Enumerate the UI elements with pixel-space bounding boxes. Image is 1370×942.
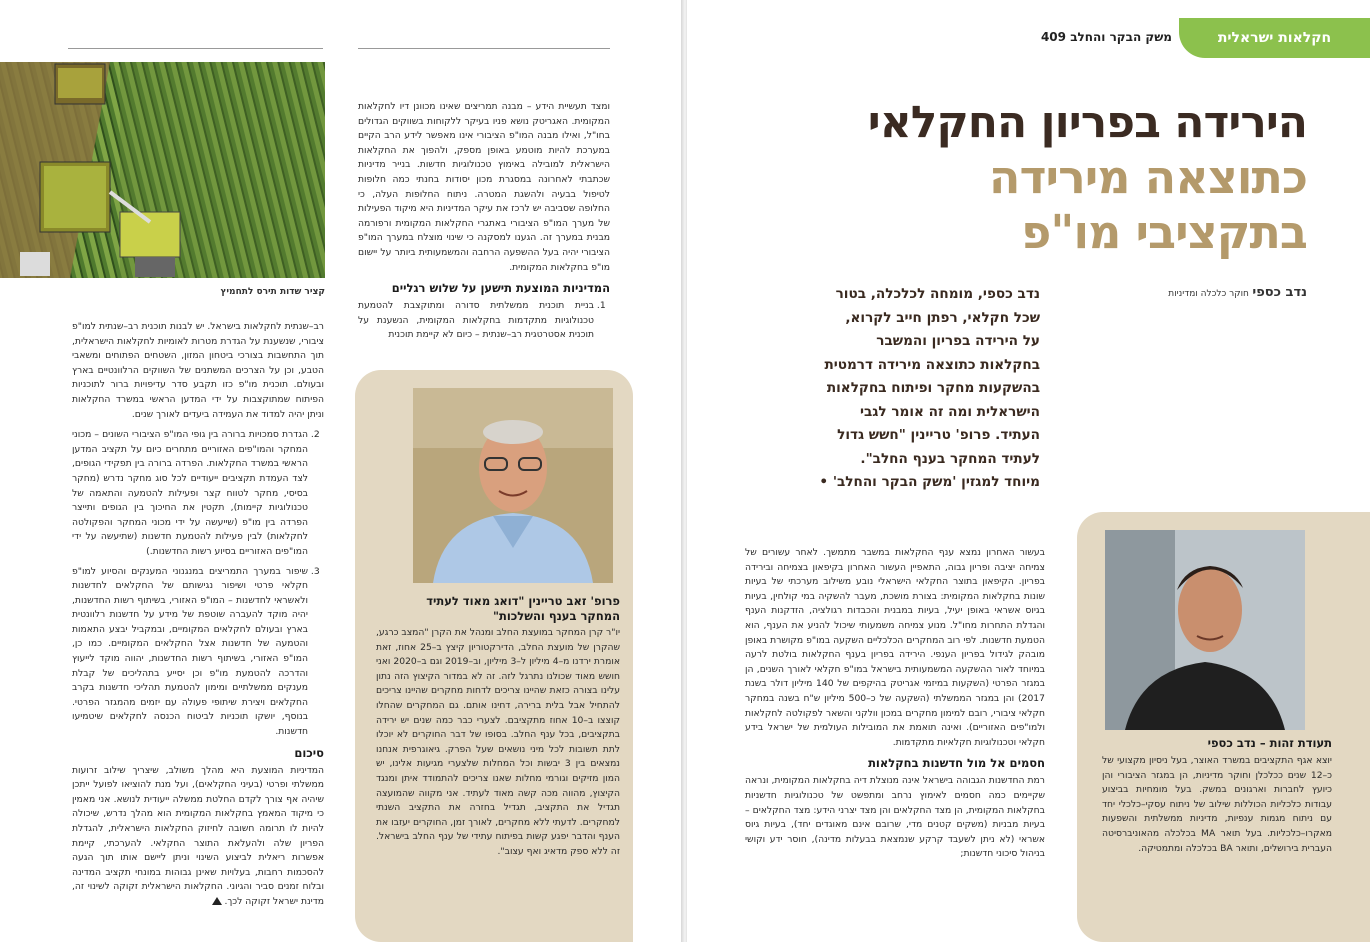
photo-caption: קציר שדות תירס לתחמיץ: [220, 287, 325, 297]
right-column: [745, 546, 1045, 868]
lead-line: נדב כספי, מומחה לכלכלה, בטור: [835, 286, 1040, 302]
top-rule-center: [358, 48, 610, 49]
left-column: [72, 320, 324, 916]
title-line-1: הירידה בפריון החקלאי: [867, 97, 1307, 148]
page-number: 409: [1040, 30, 1067, 44]
barriers-heading: חסמים אל מול חדשנות בחקלאות: [868, 756, 1045, 771]
article-lead: [762, 283, 1040, 495]
lead-line: בחקלאות כתוצאה מירידה דרמטית: [824, 356, 1040, 373]
right-paragraph-2: רמת החדשנות הגבוהה בישראל אינה מנוצלת דיה בחקלאות המקומית, ונראה שקיימים כמה חסמים לאימוץ נרחב ומתפשט של טכנולוגיות חדשניות בחקלאות המקומית, הן מצד החקלאים והן מצד יצרני הידע: מצד החקלאים – בעיות מבניות (משקים קטנים מדי, שרובם אינם מאוגדים יחד), בעיות גיוס אשראי (לא ניתן לשעבד קרקע שנמצאת בבעלות מדינה), חוסר ידע וקושי בניהול סיכוני חדשנות;: [745, 775, 1045, 860]
policy-item-3: 3. שיפור במערך התמריצים במנגנוני המענקים והסיוע למו"פ חקלאי פרטי ושיפור נגישותם של החקלאים לחדשנות ולאשראי לחדשנות – המו"פ האזורי, בשיתוף רשות החדשנות, יהיה מוקד להעברה שוטפת של מידע על חדשנות רלוונטית בארץ ובעולם לחקלאים המקומיים, ובמקביל יבצע התאמות והטמעה של חדשנות אצל החקלאים המקומיים. כמו כן, המו"פ האזורי, בשיתוף רשות החדשנות, יהווה מוקד לייעוץ והדרכה להטמעת מו"פ וכן יסייע בתהליכים של קבלת מענקים ממשלתיים ומימון להטמעת תהליכי חדשנות בקרב החקלאים ויצירת שיתופי פעולה עם יזמים מהמגזר הפרטי. בנוסף, יושקו תוכניות לביטוח הכנסה לחקלאים שיטמיעו חדשנות.: [72, 565, 308, 740]
corn-harvest-photo: [0, 62, 325, 278]
title-line-3: בתקציבי מו"פ: [1021, 205, 1307, 259]
author-name: נדב כספי: [1252, 285, 1307, 300]
prof-trainin-photo: [413, 388, 613, 583]
policy-item-2: 2. הגדרת סמכויות ברורה בין גופי המו"פ הציבורי השונים – מכוני המחקר והמו"פים האזוריים מתחרים כיום על תקציב המדען הראשי במשרד החקלאות. הפרדה ברורה בין תפקידי הגופים, לצד העמדת תקציבים ייעודיים לכל סוג מחקר נדרש (מחקר בסיסי, מחקר לטווח קצר ופעילות להטמעה והתאמה של טכנולוגיות קיימות), תקטין את החיכוך בין הגופים ותייצר הפרדה בין מו"פ (שייעשה על ידי מכוני המחקר והפקולטה לחקלאות) לבין פעילות להטמעת חדשנות (שתיעשה על ידי המו"פים האזוריים בסיוע רשות החדשנות.): [72, 428, 308, 559]
summary-text: המדיניות המוצעת היא מהלך משולב, שיצריך שילוב זרועות ממשלתי ופרטי (בעיני החקלאים), ועל מנת להוציאו לפועל ייתכן שיהיה אף צורך לקדם החלטת ממשלה ייעודית לנושא. אני מאמין כי מיקוד המאמץ בחקלאות המקומית הוא מהלך נדרש, שיכולה להיות לו תרומה חשובה לחיזוק החקלאות הישראלית, להגדלת הפריון שלה ולהעלאת התוצר החקלאי. להערכתי, קיימת אפשרות ריאלית לביצוע השינוי וניתן ליישם אותו תוך הגעה להסכמות רחבות, בעלויות שאינן גבוהות במונחי תקציב המדינה ובלוח זמנים סביר והגיוני. החקלאות הישראלית זקוקה לשינוי זה, מדינת ישראל זקוקה לכך.: [72, 764, 324, 907]
right-paragraph-1: בעשור האחרון נמצא ענף החקלאות במשבר מתמשך. לאחר עשורים של צמיחה יציבה ופריון גבוה, התאפיין העשור האחרון בקיפאון בצמיחה ובירידה בפריון. הקיפאון בתוצר החקלאי הישראלי נובע משילוב מערכתי של בעיות שונות בחקלאות המקומית: בצורת מושכת, מעבר להשקיה במי קולחין, בעיות בגיוס אשראי באופן יעיל, בעיות במבנית והכבדות רגולציה, הזדקנות הענף והגדלת התחרות מחו"ל. מנוע צמיחה משמעותי שיכול להניע את הענף, הוא הטמעת חדשנות. לפי רוב המחקרים הכלכליים השקעה במו"פ מקושרת באופן מובהק לגידול בפריון הענפי. הירידה בפריון בענף החקלאות בולטת לרעה במיוחד לאור ההשקעה המשמעותית בישראל במו"פ חקלאי לאורך השנים, הן במגזר הפרטי (השקעות במיזמי אגריטק בהיקפים של 140 מיליון דולר בשנת 2017) והן במגזר הממשלתי (השקעה של כ–500 מיליון ש"ח בשנה במחקר חקלאי ציבורי, רובם למימון מחקרים במכון וולקני והשאר לפקולטה לחקלאות ולמו"פים האזוריים). ואינה תואמת את המובילות העולמית של ישראל בידע חקלאי וטכנולוגיות חקלאיות מתקדמות.: [745, 547, 1045, 748]
right-page: [687, 0, 1370, 942]
left-page: [0, 0, 683, 942]
policy-list-continued: [72, 428, 324, 739]
summary-heading: סיכום: [294, 745, 324, 760]
prof-trainin-portrait: [413, 388, 613, 583]
nadav-kaspi-portrait: [1105, 530, 1305, 730]
author-box-text: יוצא אגף התקציבים במשרד האוצר, בעל ניסיון מקצועי של כ–12 שנים ככלכלן וחוקר מדיניות, הן במגזר הציבורי והן כיועץ לחברות וארגונים במשק. בעל מומחיות בביצוע עבודות כלכליות הכוללות שילוב של ניתוח עסקי–כלכלי יחד עם ניתוח מגמות ענפיות, מדיניות ממשלתית והשפעות מאקרו–כלכליות. בעל תואר MA בכלכלה מהאוניברסיטה העברית בירושלים, ותואר BA בכלכלה ומתמטיקה.: [1102, 755, 1332, 854]
lead-line: בהשקעות מחקר ופיתוח בחקלאות: [826, 380, 1040, 396]
magazine-name: משק הבקר והחלב: [1070, 30, 1172, 44]
author-photo: [1105, 530, 1305, 730]
lead-line: מיוחד למגזין 'משק הבקר והחלב' •: [819, 474, 1040, 490]
lead-line: העתיד. פרופ' טריינין "חשש גדול: [837, 427, 1040, 443]
three-legs-heading: המדיניות המוצעת תישען על שלוש רגליים: [391, 281, 610, 296]
lead-line: שכל חקלאי, רפתן חייב לקרוא,: [845, 309, 1040, 326]
lead-line: הישראלית ומה זה אומר לגבי: [860, 403, 1040, 420]
lead-line: על הירידה בפריון והמשבר: [876, 333, 1040, 349]
left-intro-paragraph: רב–שנתית לחקלאות בישראל. יש לבנות תוכנית רב–שנתית למו"פ ציבורי, שנשענת על הגדרת מטרות לאומיות לחקלאות הישראלית, תוך התחשבות בצורכי ביטחון המזון, השטחים הפתוחים ומשאבי הטבע, וכן על הצרכים המשתנים של השווקים הרלוונטיים בארץ ובעולם. תוכנית מו"פ כזו תקבע סדר עדיפויות ברור לתוכניות הפיתוח שמתוקצבות על ידי המדען הראשי במשרד החקלאות וניתן יהיה למדוד את העמידה ביעדים לאורך שנים.: [72, 321, 324, 420]
center-column: [358, 100, 610, 348]
center-paragraph: ומצד תעשיית הידע – מבנה תמריצים שאינו מכוונן דיו לחקלאות המקומית. האגריטק נושא פניו בעיקר ללקוחות בשווקים הגדולים בחו"ל, ואילו מבנה המו"פ הציבורי אינו מאפשר לידע הרב הקיים במערכת להיות מוטמע באופן מספק, ולהפוך את החקלאות הישראלית למובילה באימוץ טכנולוגיות חדשות. בנייר מדיניות שכתבתי לאחרונה במסגרת מכון יסודות בחנתי כמה חלופות לטיפול בבעיה ולהשגת המטרה. ניתוח החלופות העלה, כי החלופה שסביבה יש לרכז את עיקר המדיניות היא מיקוד הפעילות של מערך המו"פ הציבורי באתגרי החקלאות המקומית ורפורמה מבנית במערך זה. הגענו למסקנה כי שינוי מוצלח במערך המו"פ הציבורי יהיה בעל ההשפעה הרחבה והמשמעותית ביותר על יישום מו"פ בחקלאות המקומית.: [358, 101, 610, 273]
policy-item-1: 1. בניית תוכנית ממשלתית סדורה ומתוקצבת להטמעת טכנולוגיות מתקדמות בחקלאות המקומית, הנשענת על תוכנית אסטרטגית רב–שנתית – כיום לא קיימת תוכנית: [358, 299, 594, 343]
quote-box-title: פרופ' זאב טריינין "דואג מאוד לעתיד המחקר בענף והשלכות": [426, 594, 620, 623]
quote-box-text: יו"ר קרן המחקר במועצת החלב ומנהל את הקרן "המצב כרגע, שהקרן של מועצת החלב, הדירקטוריון קיצץ ב–25 אחוז, זאת אומרת ירדנו מ–4 מיליון ל–3 מיליון, וב–2019 וגם ב–2020 ואני חושש מאוד שכולנו נתרגל לזה. זה לא במדור הקיצוץ הזה נתון עלינו בצורה כזאת שהיינו צריכים לדחות מחקרים שהיינו צריכים להתחיל אבל בלית ברירה, דחינו אותם. גם המחקרים שהחלו קוצצו ב–10 אחוז מתקציבם. לצערי כבר כמה שנים יש ירידה בתקציבים, בכל ענף החלב. בסופו של דבר החוקרים לא יוכלו לתת תשובות לכל מיני נושאים שעל הפרק. גיאוגרפית אנחנו נמצאים בין 3 יבשות וכל המחלות שלצערי מגיעות אלינו, יש המון מזיקים וגורמי מחלות שאנו צריכים להתמודד איתן ומנגד הקיצוץ, מהווה מכה קשה מאוד לעתיד. אני מקווה שהמועצה תגדיל את התקציב, תגדיל בחזרה את התקציב השנתי למחקרים. לדעתי ללא מחקרים, לאורך זמן, החוקרים יעזבו את הענף והדבר יפגע קשות בפיתוח עתידי של ענף החלב בישראל. זה ללא ספק מדאיג ואף עצוב".: [375, 627, 620, 857]
section-tag: חקלאות ישראלית: [1179, 18, 1370, 58]
end-of-article-icon: [212, 897, 222, 905]
policy-list: [358, 299, 610, 343]
author-role: חוקר כלכלה ומדיניות: [1168, 289, 1249, 299]
top-rule-left: [68, 48, 323, 49]
lead-line: לעתיד המחקר בענף החלב".: [860, 450, 1040, 467]
summary-paragraph: [72, 764, 324, 910]
author-box-title: תעודת זהות – נדב כספי: [1207, 736, 1332, 750]
running-header: [1027, 30, 1172, 44]
title-line-2: כתוצאה מירידה: [988, 150, 1307, 204]
corn-harvest-image: [0, 62, 325, 278]
